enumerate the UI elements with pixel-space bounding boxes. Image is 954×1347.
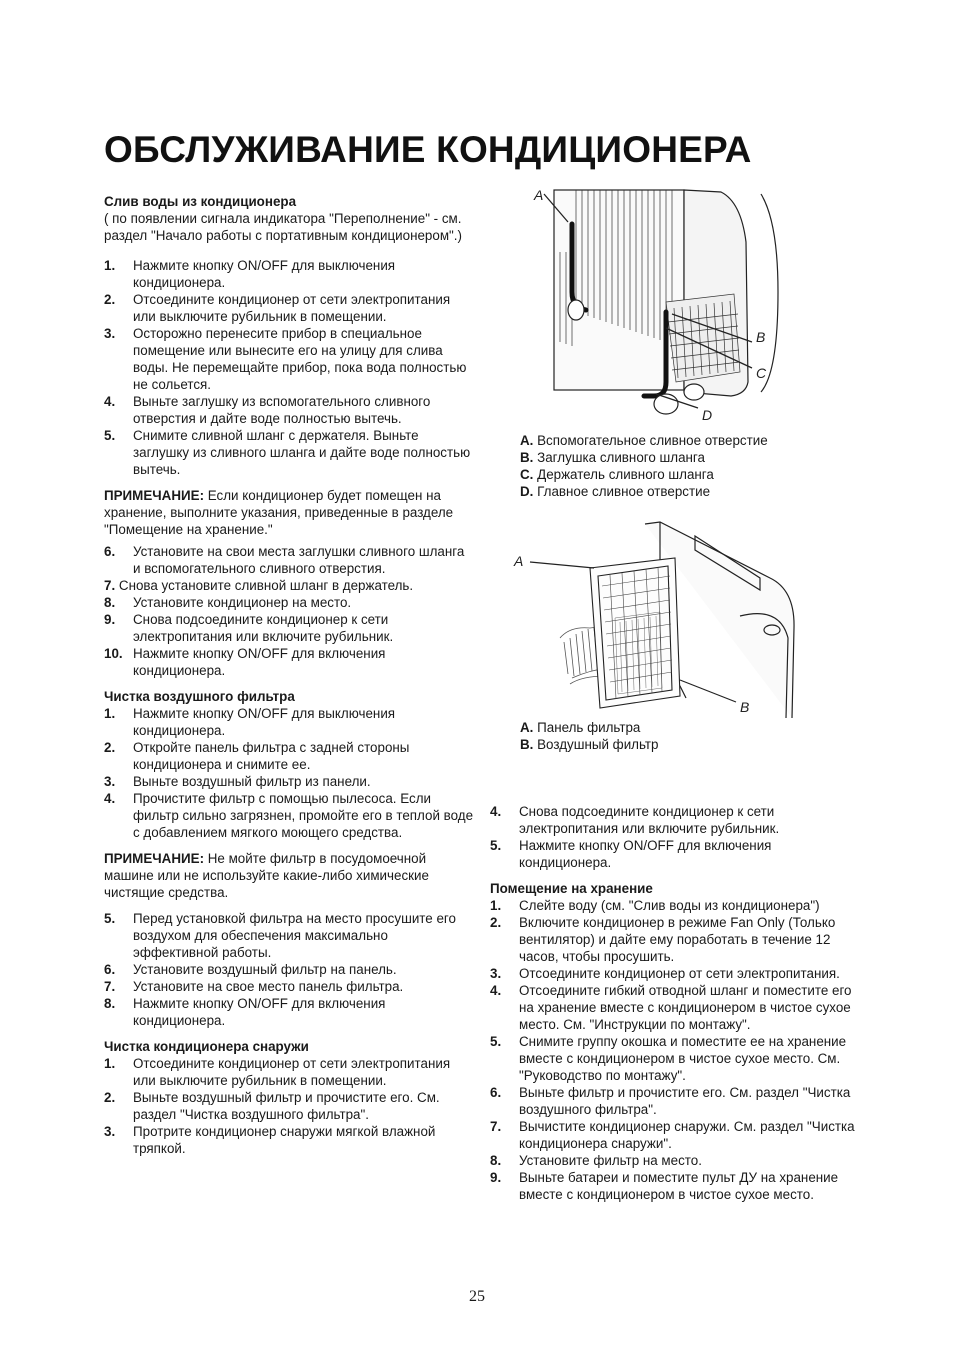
drain-note [104,487,474,538]
caption-item [520,449,840,466]
caption-item [520,466,840,483]
list-item [104,961,474,978]
step-number: 5. [104,911,116,926]
step-text: Снова подсоедините кондиционер к сети электропитания или включите рубильник. [133,612,394,644]
list-item [104,978,474,995]
step-text: Установите воздушный фильтр на панель. [133,962,397,977]
caption-key: D. [520,484,534,499]
step-number: 10. [104,646,123,661]
storage-heading: Помещение на хранение [490,881,653,896]
step-number: 6. [490,1085,502,1100]
drain-diagram [516,182,786,430]
right-column [490,803,860,1203]
list-item [104,773,474,790]
step-text: Осторожно перенесите прибор в специальное помещение или вынесите его на улицу для слива воды. Не перемещайте прибор, пока вода полностью не сольется. [133,326,467,392]
step-text: Откройте панель фильтра с задней стороны кондиционера и снимите ее. [133,740,410,772]
list-item [490,1118,860,1152]
list-item [104,594,474,611]
step-text: Нажмите кнопку ON/OFF для выключения кондиционера. [133,258,396,290]
label-d: D [702,407,713,423]
figure2-captions [520,719,840,753]
drain-steps-2 [104,543,474,577]
note-label: ПРИМЕЧАНИЕ: [104,851,205,866]
note-label: ПРИМЕЧАНИЕ: [104,488,205,503]
caption-key: B. [520,450,534,465]
step-number: 5. [104,428,116,443]
filter-steps [104,705,474,841]
caption-text: Держатель сливного шланга [533,467,714,482]
step-text: Отсоедините гибкий отводной шланг и поместите его на хранение вместе с кондиционером в чистое сухое место. См. "Инструкции по монтажу". [519,983,852,1032]
step-text: Отсоедините кондиционер от сети электропитания. [519,966,840,981]
step-number: 3. [104,1124,116,1139]
step-text: Включите кондиционер в режиме Fan Only (Только вентилятор) и дайте ему поработать в течение 12 часов, чтобы просушить. [519,915,836,964]
filter-heading: Чистка воздушного фильтра [104,689,295,704]
left-column [104,193,474,1157]
step-text: Нажмите кнопку ON/OFF для включения кондиционера. [133,646,386,678]
filter-note [104,850,474,901]
step-number: 1. [104,1056,116,1071]
caption-key: C. [520,467,534,482]
step-number: 8. [104,595,116,610]
drain-intro: ( по появлении сигнала индикатора "Переполнение" - см. раздел "Начало работы с портативным кондиционером".) [104,211,462,243]
label-a: A [514,553,524,569]
step-text: Нажмите кнопку ON/OFF для включения кондиционера. [133,996,386,1028]
drain-steps-3 [104,594,474,679]
step-number: 4. [490,983,502,998]
caption-item [520,432,840,449]
list-item [104,393,474,427]
drain-steps [104,257,474,478]
step-text: Выньте заглушку из вспомогательного сливного отверстия и дайте воде полностью вытечь. [133,394,431,426]
list-item [104,543,474,577]
step-text: Снова установите сливной шланг в держатель. [115,578,414,593]
step-number: 5. [490,838,502,853]
caption-text: Вспомогательное сливное отверстие [533,433,768,448]
step-text: Снова подсоедините кондиционер к сети электропитания или включите рубильник. [519,804,780,836]
list-item [104,790,474,841]
step-number: 2. [104,292,116,307]
list-item [104,1089,474,1123]
note-text: Если кондиционер будет помещен на хранение, выполните указания, приведенные в разделе "Помещение на хранение." [104,488,454,537]
figure1-captions [520,432,840,500]
step-text: Выньте батареи и поместите пульт ДУ на хранение вместе с кондиционером в чистое сухое место. [519,1170,839,1202]
step-number: 1. [104,258,116,273]
step-text: Выньте фильтр и прочистите его. См. раздел "Чистка воздушного фильтра". [519,1085,851,1117]
caption-key: B. [520,737,534,752]
step-number: 4. [104,394,116,409]
note-text: Не мойте фильтр в посудомоечной машине или не используйте какие-либо химические чистящие средства. [104,851,429,900]
list-item [490,965,860,982]
list-item [104,645,474,679]
step-number: 5. [490,1034,502,1049]
list-item [104,739,474,773]
caption-item [520,736,840,753]
list-item [490,897,860,914]
step-text: Установите фильтр на место. [519,1153,702,1168]
list-item [104,427,474,478]
step-number: 1. [104,706,116,721]
list-item [104,291,474,325]
step-text: Перед установкой фильтра на место просушите его воздухом для обеспечения максимально эффективной работы. [133,911,456,960]
step-text: Снимите группу окошка и поместите ее на хранение вместе с кондиционером в чистое сухое место. См. "Руководство по монтажу". [519,1034,847,1083]
step-number: 7. [104,979,116,994]
step-number: 3. [490,966,502,981]
step-number: 1. [490,898,502,913]
list-item [490,837,860,871]
exterior-steps-cont [490,803,860,871]
list-item [490,1152,860,1169]
step-number: 7. [104,578,116,593]
exterior-heading: Чистка кондиционера снаружи [104,1039,309,1054]
list-item [104,325,474,393]
list-item [104,705,474,739]
step-number: 4. [490,804,502,819]
step-text: Установите на свое место панель фильтра. [133,979,404,994]
filter-diagram [510,518,810,718]
list-item [490,914,860,965]
filter-panel [590,558,680,708]
label-c: C [756,365,767,381]
step-text: Отсоедините кондиционер от сети электропитания или выключите рубильник в помещении. [133,1056,451,1088]
step-text: Выньте воздушный фильтр и прочистите его. См. раздел "Чистка воздушного фильтра". [133,1090,440,1122]
step-text: Нажмите кнопку ON/OFF для выключения кондиционера. [133,706,396,738]
caption-key: A. [520,433,534,448]
caption-text: Заглушка сливного шланга [533,450,705,465]
step-text: Нажмите кнопку ON/OFF для включения кондиционера. [519,838,772,870]
caption-item [520,483,840,500]
step-number: 8. [490,1153,502,1168]
list-item [490,803,860,837]
step-text: Прочистите фильтр с помощью пылесоса. Если фильтр сильно загрязнен, промойте его в теплой воде с добавлением мягкого моющего средства. [133,791,474,840]
list-item [490,1084,860,1118]
exterior-steps [104,1055,474,1157]
caption-text: Панель фильтра [533,720,641,735]
list-item [490,982,860,1033]
list-item [104,1123,474,1157]
step-number: 2. [490,915,502,930]
step-text: Установите на свои места заглушки сливного шланга и вспомогательного сливного отверстия. [133,544,465,576]
list-item [104,1055,474,1089]
step-number: 3. [104,774,116,789]
step-text: Снимите сливной шланг с держателя. Выньте заглушку из сливного шланга и дайте воде полностью вытечь. [133,428,471,477]
list-item [104,995,474,1029]
step-text: Протрите кондиционер снаружи мягкой влажной тряпкой. [133,1124,436,1156]
drain-step-7 [104,577,474,594]
list-item [104,910,474,961]
step-number: 9. [490,1170,502,1185]
storage-steps [490,897,860,1203]
step-number: 3. [104,326,116,341]
list-item [490,1169,860,1203]
step-number: 8. [104,996,116,1011]
step-number: 2. [104,740,116,755]
step-number: 6. [104,962,116,977]
step-text: Слейте воду (см. "Слив воды из кондиционера") [519,898,820,913]
step-text: Выньте воздушный фильтр из панели. [133,774,371,789]
list-item [104,257,474,291]
step-text: Вычистите кондиционер снаружи. См. раздел "Чистка кондиционера снаружи". [519,1119,855,1151]
page-number: 25 [469,1288,485,1305]
step-number: 6. [104,544,116,559]
page-title: ОБСЛУЖИВАНИЕ КОНДИЦИОНЕРА [104,129,752,170]
list-item [104,611,474,645]
label-a: A [534,187,544,203]
filter-steps-2 [104,910,474,1029]
label-b: B [740,699,750,715]
caption-item [520,719,840,736]
drain-heading: Слив воды из кондиционера [104,194,297,209]
caption-text: Воздушный фильтр [533,737,659,752]
list-item [490,1033,860,1084]
step-number: 4. [104,791,116,806]
caption-key: A. [520,720,534,735]
caption-text: Главное сливное отверстие [533,484,711,499]
step-number: 2. [104,1090,116,1105]
label-b: B [756,329,766,345]
step-text: Отсоедините кондиционер от сети электропитания или выключите рубильник в помещении. [133,292,451,324]
step-number: 7. [490,1119,502,1134]
step-number: 9. [104,612,116,627]
step-text: Установите кондиционер на место. [133,595,352,610]
